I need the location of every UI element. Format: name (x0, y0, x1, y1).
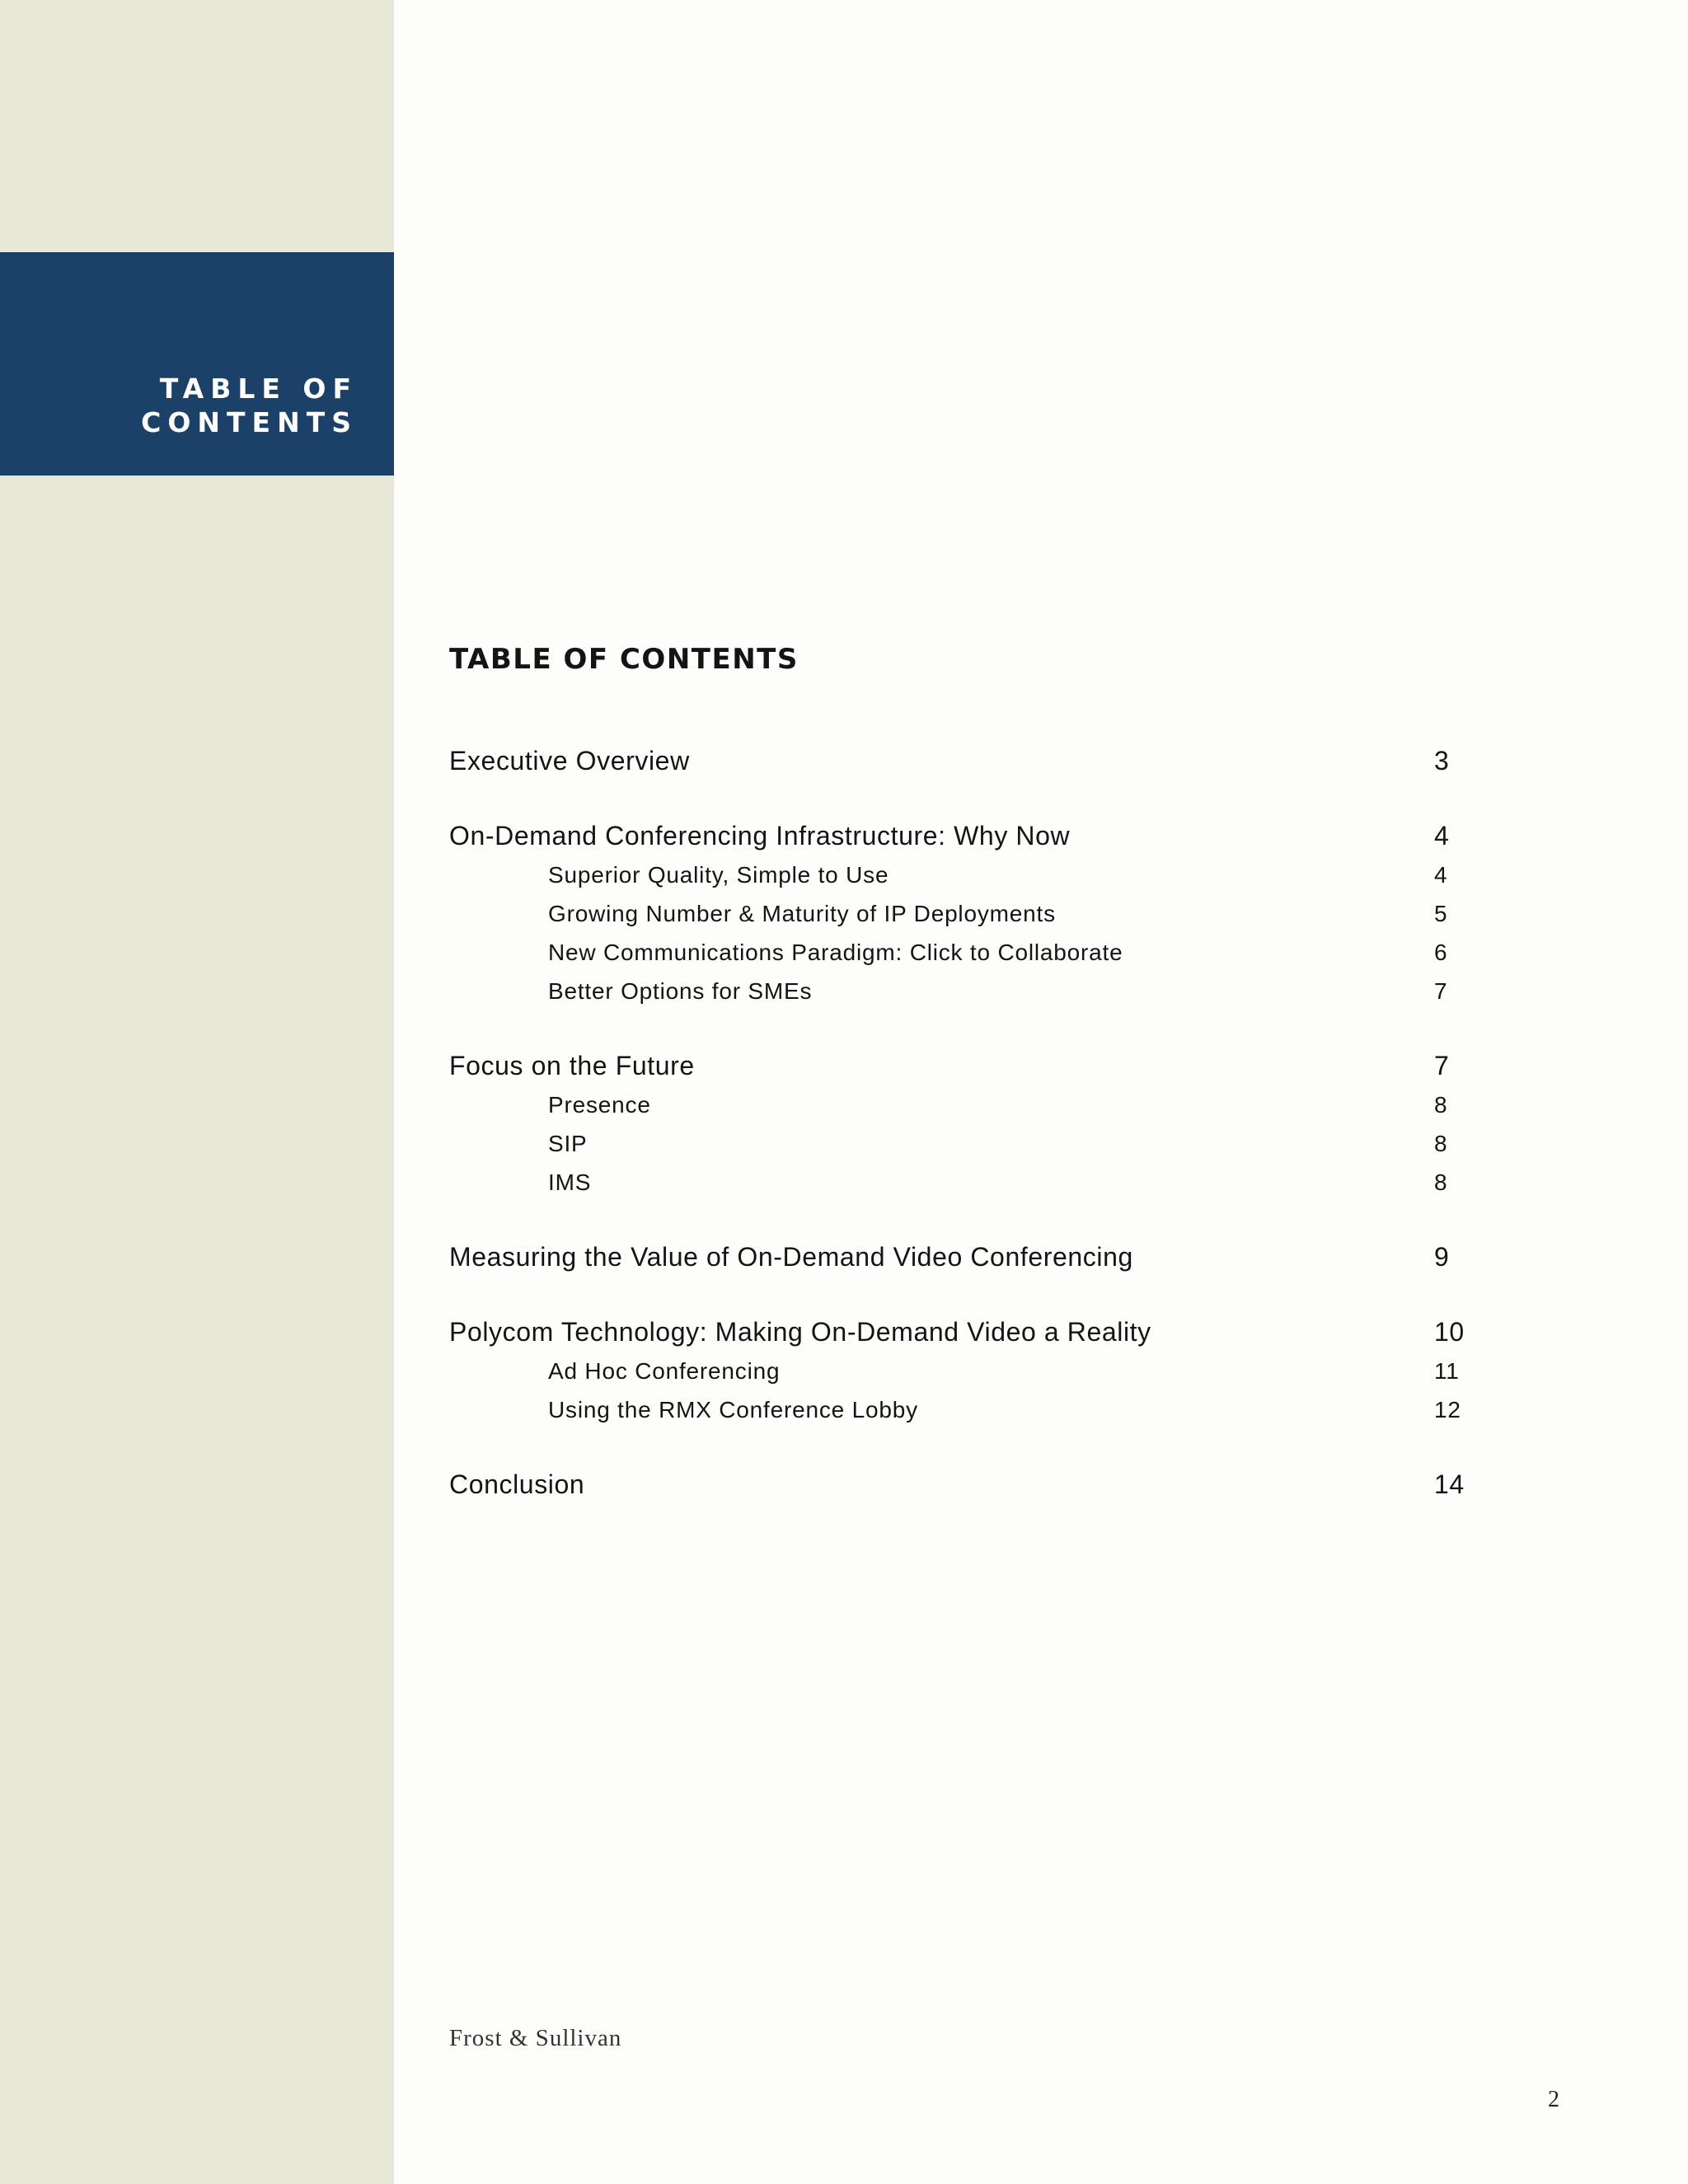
toc-subentry[interactable] (449, 1163, 1467, 1202)
toc-entry-title: Conclusion (449, 1469, 585, 1499)
toc-entry[interactable] (449, 742, 1467, 780)
toc-subentry-page: 12 (1434, 1397, 1461, 1422)
footer-brand: Frost & Sullivan (449, 2025, 622, 2051)
toc-subentry-title: Using the RMX Conference Lobby (548, 1397, 918, 1422)
toc-entry-page: 4 (1434, 821, 1450, 851)
toc-entry-title: Polycom Technology: Making On-Demand Video a Reality (449, 1317, 1151, 1347)
toc-entry-title: Measuring the Value of On-Demand Video Conferencing (449, 1242, 1133, 1272)
toc-subentry-page: 5 (1434, 901, 1448, 926)
toc-subentry-page: 4 (1434, 862, 1448, 888)
toc-entry-title: Executive Overview (449, 746, 690, 776)
toc-subentry-title: IMS (548, 1169, 592, 1195)
toc-subentry-title: Presence (548, 1092, 651, 1118)
toc-entry-page: 9 (1434, 1242, 1450, 1272)
toc-entry-page: 7 (1434, 1051, 1450, 1080)
toc-subentry-title: Better Options for SMEs (548, 978, 813, 1004)
toc-subentry-page: 11 (1434, 1358, 1460, 1384)
toc-subentry-title: Superior Quality, Simple to Use (548, 862, 889, 888)
sidebar (0, 0, 394, 2184)
toc-list (449, 742, 1467, 1540)
toc-entry-page: 10 (1434, 1317, 1465, 1347)
toc-subentry[interactable] (449, 1352, 1467, 1390)
toc-subentry[interactable] (449, 1085, 1467, 1124)
toc-entry[interactable] (449, 1238, 1467, 1277)
toc-subentry-page: 8 (1434, 1169, 1448, 1195)
toc-subentry-title: SIP (548, 1131, 588, 1156)
toc-subentry[interactable] (449, 972, 1467, 1010)
page-number: 2 (1548, 2087, 1559, 2112)
toc-subentry-title: New Communications Paradigm: Click to Collaborate (548, 940, 1123, 965)
toc-subentry-page: 6 (1434, 940, 1448, 965)
toc-subentry[interactable] (449, 933, 1467, 972)
toc-subentry[interactable] (449, 894, 1467, 933)
sidebar-title-line2: CONTENTS (141, 406, 358, 438)
toc-entry-title: On-Demand Conferencing Infrastructure: Why Now (449, 821, 1071, 851)
toc-subentry-page: 8 (1434, 1131, 1448, 1156)
toc-section (449, 1465, 1467, 1504)
toc-subentry-title: Ad Hoc Conferencing (548, 1358, 781, 1384)
toc-subentry[interactable] (449, 1124, 1467, 1163)
sidebar-banner (0, 252, 394, 476)
toc-entry-title: Focus on the Future (449, 1051, 695, 1080)
toc-section (449, 1313, 1467, 1429)
toc-subentry-page: 8 (1434, 1092, 1448, 1118)
sidebar-title (141, 372, 358, 439)
toc-section (449, 817, 1467, 1010)
toc-subentry[interactable] (449, 855, 1467, 894)
toc-entry[interactable] (449, 817, 1467, 855)
sidebar-title-line1: TABLE OF (159, 373, 358, 405)
main-content (394, 0, 1688, 2184)
toc-entry-page: 3 (1434, 746, 1450, 776)
toc-subentry-page: 7 (1434, 978, 1448, 1004)
toc-section (449, 742, 1467, 780)
toc-section (449, 1238, 1467, 1277)
toc-subentry[interactable] (449, 1390, 1467, 1429)
toc-entry[interactable] (449, 1047, 1467, 1085)
toc-entry[interactable] (449, 1465, 1467, 1504)
toc-subentry-title: Growing Number & Maturity of IP Deployments (548, 901, 1056, 926)
toc-heading: TABLE OF CONTENTS (449, 643, 799, 676)
toc-entry[interactable] (449, 1313, 1467, 1352)
toc-section (449, 1047, 1467, 1202)
toc-entry-page: 14 (1434, 1469, 1465, 1499)
